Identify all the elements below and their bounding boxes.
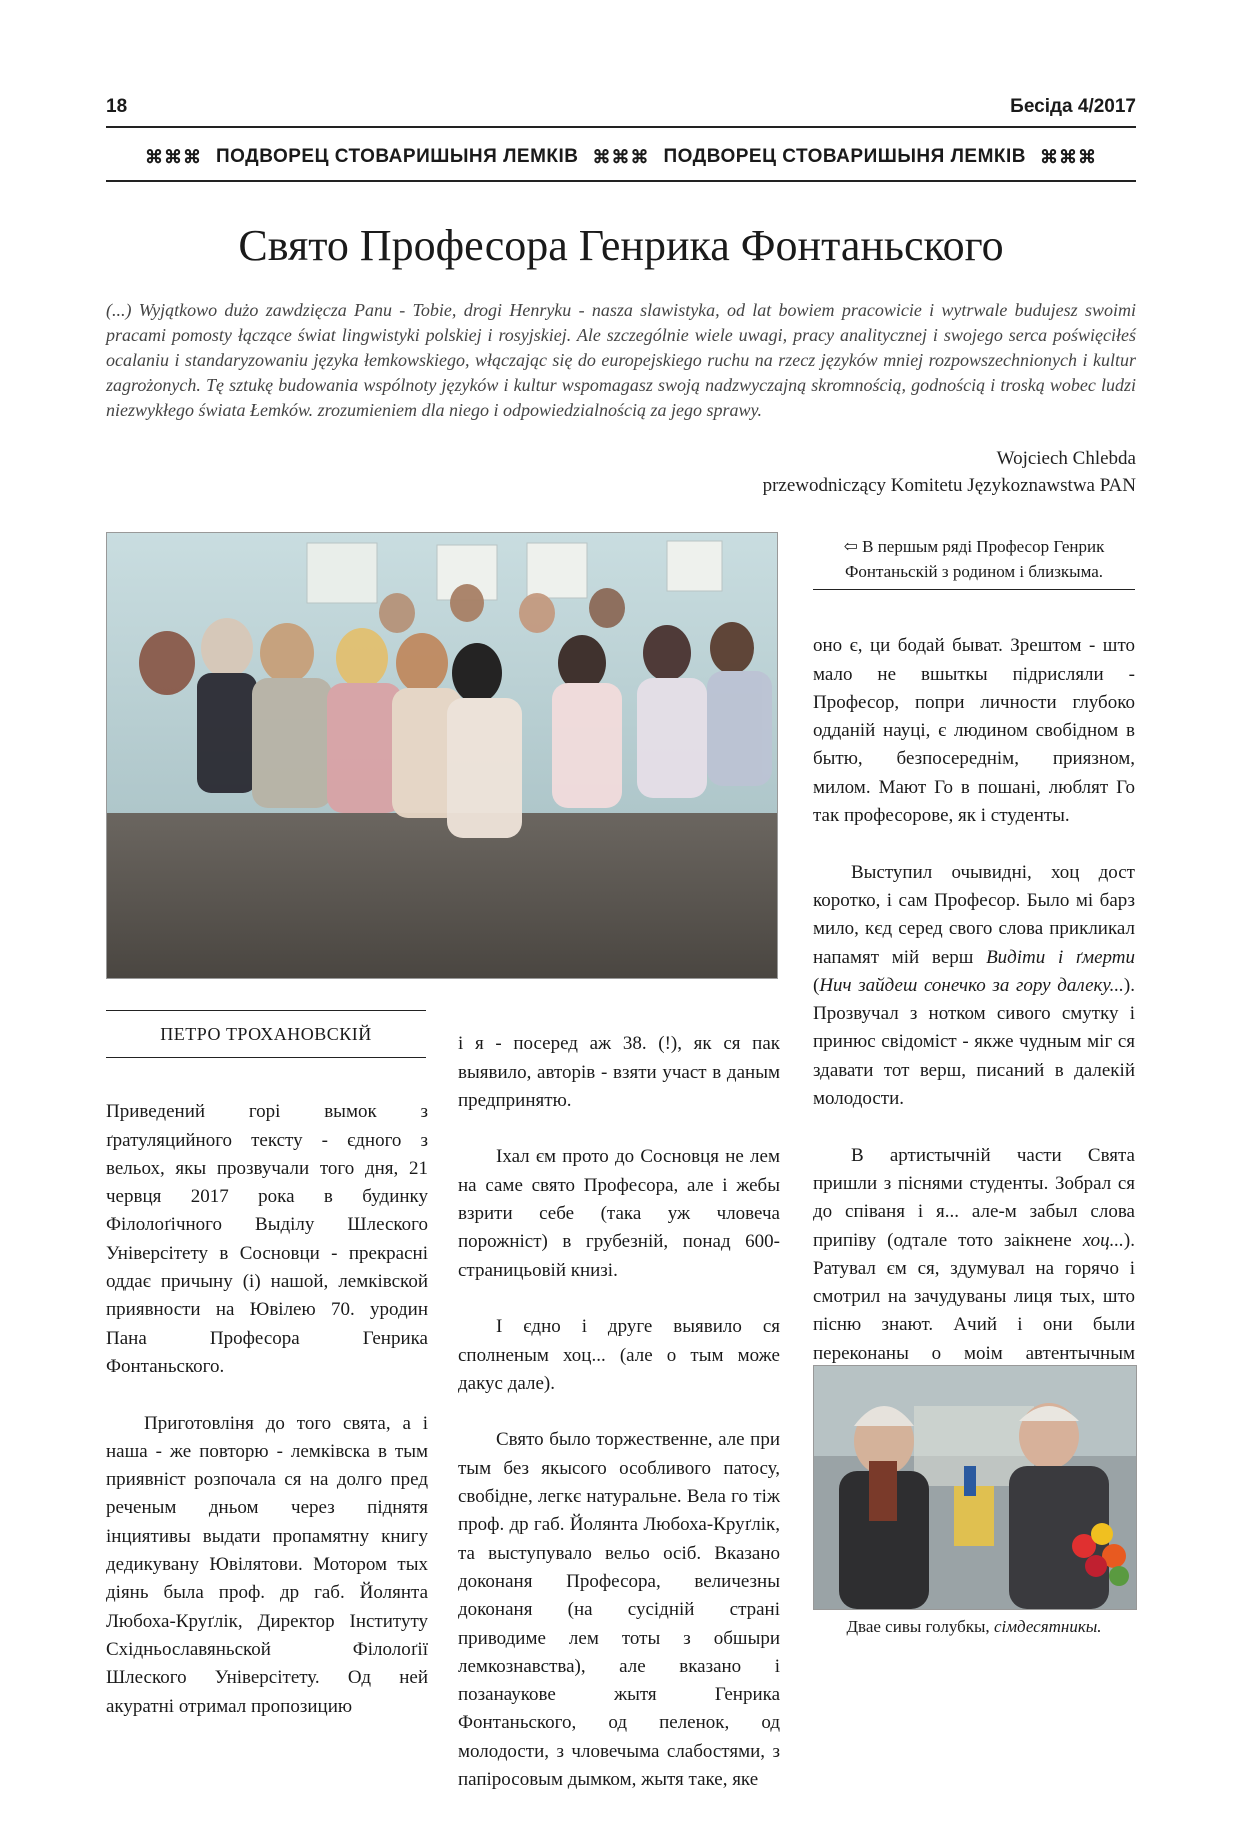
paragraph: Іхал єм прото до Сосновця не лем на саме свято Професора, але і жебы взрити себе (така уж чловеча порожніст) в грубезній, понад 600-страницьовій книзі. bbox=[458, 1146, 780, 1281]
signature-name: Wojciech Chlebda bbox=[996, 448, 1136, 469]
paragraph: оно є, ци бодай быват. Зрештом - што мало не вшыткы підрисляли - Професор, попри личности глубоко одданій науці, є людином свобідном в бытю, безпосереднім, приязном, милом. Мают Го в пошані, люблят Го так професорове, як і студенты. bbox=[813, 635, 1135, 827]
page-number: 18 bbox=[106, 96, 128, 117]
epigraph: (...) Wyjątkowo dużo zawdzięcza Panu - Tobie, drogi Henryku - nasza slawistyka, od lat bowiem pracowicie i wytrwale budujesz swoimi pracami pomosty łączące świat lingwistyki polskiej i rosyjskiej. Ale szczególnie wiele uwagi, pracy analitycznej i swojego serca poświęciłeś ocalaniu i standaryzowaniu języka łemkowskiego, włączając się do europejskiego ruchu na rzecz języków mniej rozpowszechnionych i kultur zagrożonych. Tę sztukę budowania wspólnoty języków i kultur wspomagasz swoją nadzwyczajną skromnością, godnością i troską wobec ludzi niezwykłego świata Łemków. zrozumieniem dla niego i odpowiedzialnością za jego sprawy. bbox=[106, 300, 1136, 420]
paragraph: І єдно і друге выявило ся сполненым хоц... (але о тым може дакус дале). bbox=[458, 1316, 780, 1394]
poem-quote: Нич зайдеш сонечко за гору далеку... bbox=[819, 974, 1124, 996]
paragraph: Приведений горі вымок з ґратуляцийного тексту - єдного з вельох, якы прозвучали того дня, 21 червця 2017 рока в будинку Філолоґічного Выділу Шлеского Універсітету в Сосновци - прекрасні оддає причыну (і) нашой, лемківской приявности на Ювілею 70. уродин Пана Професора Генрика Фонтаньского. bbox=[106, 1101, 428, 1377]
paragraph-text: ). Ратувал єм ся, здумувал на горячо і смотрил на зачудуваны лиця тых, што пісню знают. Ачий і они были переконаны о моім автентычным bbox=[813, 1229, 1135, 1364]
paragraph bbox=[813, 859, 1135, 1114]
author-name: ПЕТРО ТРОХАНОВСКІЙ bbox=[160, 1023, 372, 1044]
paragraph-text: В артистычній части Свята пришли з піснями студенты. Зобрал ся до співаня і я... але-м забыл слова припіву (одтале тото заікнене bbox=[813, 1144, 1135, 1251]
caption-text: Двае сивы голубкы, bbox=[846, 1617, 994, 1636]
paragraph: Приготовліня до того свята, а і наша - же повторю - лемківска в тым приявніст розпочала ся на долго пред реченым дньом через піднятя інциятивы выдати пропамятну книгу дедикувану Ювілятови. Мотором тых діянь была проф. др габ. Йолянта Любоха-Круґлік, Директор Інституту Східньославяньской Філолоґії Шлеского Універсітету. Од ней акуратні отримал пропозицию bbox=[106, 1412, 428, 1717]
ornament-icon: ⌘⌘⌘ bbox=[144, 146, 202, 167]
photo2-caption bbox=[813, 1617, 1135, 1637]
audience-photo bbox=[106, 532, 778, 979]
paragraph-text: Выступил очывидні, хоц дост коротко, і сам Професор. Было мі барз мило, кєд серед свого слова прикликал напамят мій верш bbox=[813, 861, 1135, 968]
paragraph: Свято было торжественне, але при тым без якысого особливого патосу, свобідне, легкє натуральне. Вела го тіж проф. др габ. Йолянта Любоха-Круґлік, та выступувало вельо осіб. Вказано доконаня Професора, величезны доконаня (на сусідній страні приводиме лем тоты з обшыри лемкознавства), але вказано і позанаукове жытя Генрика Фонтаньского, од пеленок, од молодости, з чловечыма слабостями, з папіросовым дымком, жытя таке, яке bbox=[458, 1429, 780, 1791]
poem-title: Видіти і ґмерти bbox=[986, 946, 1135, 968]
signature-role: przewodniczący Komitetu Językoznawstwa PAN bbox=[762, 475, 1136, 496]
text-column-2 bbox=[458, 1002, 780, 1823]
text-column-1 bbox=[106, 1070, 428, 1749]
photo1-caption: ⇦ В першым ряді Професор Генрик Фонтаньскій з родином і близкыма. bbox=[843, 537, 1105, 581]
caption-rule bbox=[813, 589, 1135, 590]
banner-text: ПОДВОРЕЦ СТОВАРИШЫНЯ ЛЕМКІВ bbox=[663, 146, 1027, 167]
page-header bbox=[106, 96, 1136, 126]
professors-photo bbox=[813, 1365, 1137, 1610]
issue-label: Бесіда 4/2017 bbox=[1010, 96, 1136, 117]
ornament-icon: ⌘⌘⌘ bbox=[1040, 146, 1098, 167]
banner-text: ПОДВОРЕЦ СТОВАРИШЫНЯ ЛЕМКІВ bbox=[215, 146, 579, 167]
header-rule-bottom bbox=[106, 180, 1136, 182]
paragraph: і я - посеред аж 38. (!), як ся пак выявило, авторів - взяти участ в даным предпринятю. bbox=[458, 1033, 780, 1111]
ornament-icon: ⌘⌘⌘ bbox=[592, 146, 650, 167]
paragraph-text: ( bbox=[813, 974, 820, 996]
article-author bbox=[106, 1010, 426, 1058]
italic-word: хоц... bbox=[1082, 1229, 1124, 1251]
caption-italic: сімдесятникы. bbox=[993, 1617, 1102, 1636]
paragraph-text: ). Прозвучал з нотком сивого смутку і принюс свідоміст - якже чудным міг ся здавати тот верш, писаний в далекій молодости. bbox=[813, 974, 1135, 1110]
article-title: Свято Професора Генрика Фонтаньского bbox=[238, 221, 1004, 270]
header-rule-top bbox=[106, 126, 1136, 128]
text-column-3 bbox=[813, 604, 1135, 1425]
section-banner bbox=[106, 142, 1136, 172]
paragraph bbox=[813, 1142, 1135, 1397]
